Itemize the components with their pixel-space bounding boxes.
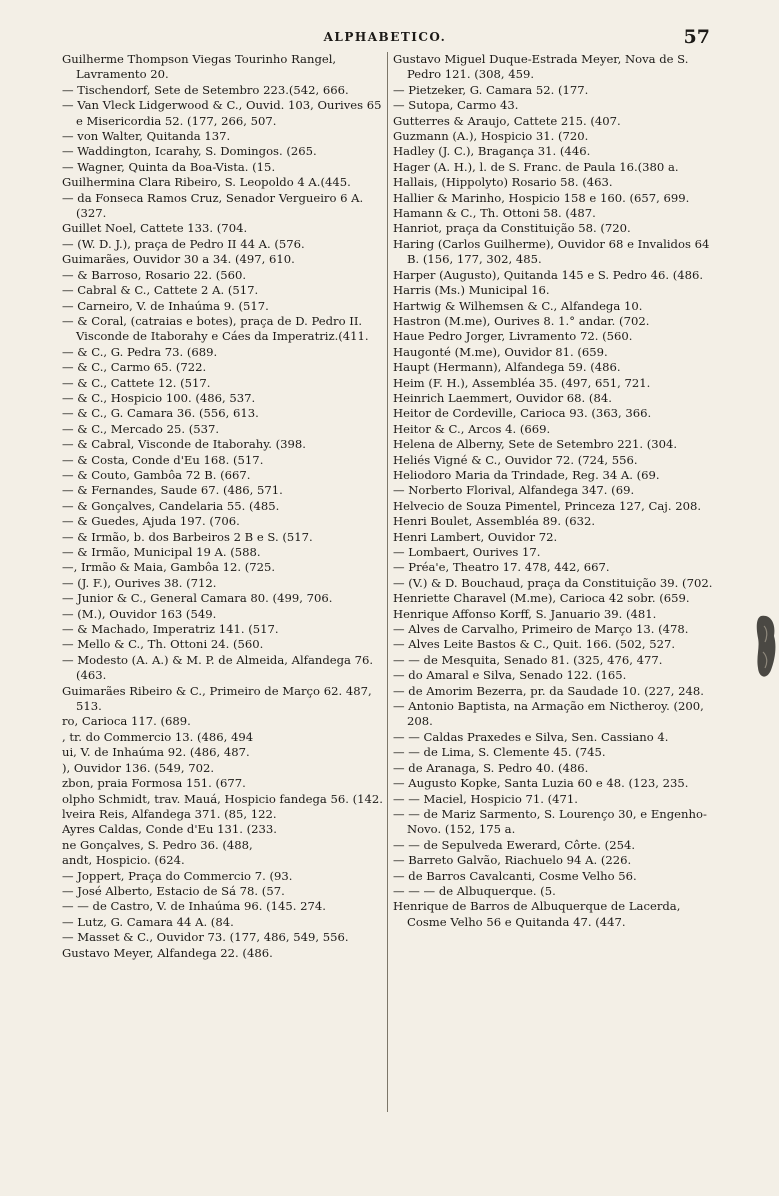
directory-entry: Gustavo Meyer, Alfandega 22. (486. <box>62 945 273 960</box>
directory-entry: — — de Castro, V. de Inhaúma 96. (145. 274. <box>62 899 326 914</box>
directory-entry: Guillet Noel, Cattete 133. (704. <box>62 221 248 236</box>
directory-entry: Haupt (Hermann), Alfandega 59. (486. <box>393 360 621 375</box>
directory-entry: — José Alberto, Estacio de Sá 78. (57. <box>62 883 285 898</box>
directory-entry: — de Barros Cavalcanti, Cosme Velho 56. <box>393 868 637 883</box>
page-number: 57 <box>683 26 710 48</box>
directory-entry: — — Caldas Praxedes e Silva, Sen. Cassiano 4. <box>393 729 669 744</box>
directory-entry: Hallais, (Hippolyto) Rosario 58. (463. <box>393 175 613 190</box>
directory-entry: Gutterres & Araujo, Cattete 215. (407. <box>393 113 621 128</box>
directory-entry: — Waddington, Icarahy, S. Domingos. (265. <box>62 144 317 159</box>
directory-entry: Haue Pedro Jorger, Livramento 72. (560. <box>393 329 633 344</box>
directory-entry: — von Walter, Quitanda 137. <box>62 129 231 144</box>
directory-entry: — (M.), Ouvidor 163 (549. <box>62 606 217 621</box>
directory-entry: — — de Mesquita, Senado 81. (325, 476, 477. <box>393 652 663 667</box>
directory-entry: — Cabral & C., Cattete 2 A. (517. <box>62 283 259 298</box>
directory-entry: — & C., Mercado 25. (537. <box>62 421 220 436</box>
directory-entry: — & Couto, Gambôa 72 B. (667. <box>62 467 251 482</box>
directory-entry: Henrique de Barros de Albuquerque de Lacerda, Cosme Velho 56 e Quitanda 47. (447. <box>393 899 681 929</box>
directory-entry: — Augusto Kopke, Santa Luzia 60 e 48. (123, 235. <box>393 776 689 791</box>
directory-entry: — — de Sepulveda Ewerard, Côrte. (254. <box>393 837 636 852</box>
directory-entry: Henri Lambert, Ouvidor 72. <box>393 529 558 544</box>
directory-entry: — & Fernandes, Saude 67. (486, 571. <box>62 483 283 498</box>
directory-entry: ), Ouvidor 136. (549, 702. <box>62 760 215 775</box>
directory-entry: Heim (F. H.), Assembléa 35. (497, 651, 721. <box>393 375 651 390</box>
directory-entry: — & C., G. Camara 36. (556, 613. <box>62 406 259 421</box>
directory-entry: Helvecio de Souza Pimentel, Princeza 127, Caj. 208. <box>393 498 702 513</box>
directory-entry: Hallier & Marinho, Hospicio 158 e 160. (657, 699. <box>393 190 690 205</box>
directory-entry: Henri Boulet, Assembléa 89. (632. <box>393 514 596 529</box>
directory-entry: — — Maciel, Hospicio 71. (471. <box>393 791 578 806</box>
directory-entry: — Mello & C., Th. Ottoni 24. (560. <box>62 637 264 652</box>
directory-entry: zbon, praia Formosa 151. (677. <box>62 776 246 791</box>
directory-entry: olpho Schmidt, trav. Mauá, Hospicio fandega 56. (142. <box>62 791 383 806</box>
directory-entry: — de Amorim Bezerra, pr. da Saudade 10. (227, 248. <box>393 683 704 698</box>
directory-entry: — Joppert, Praça do Commercio 7. (93. <box>62 868 293 883</box>
directory-entry: Hanriot, praça da Constituição 58. (720. <box>393 221 631 236</box>
directory-entry: — & C., Hospicio 100. (486, 537. <box>62 390 256 405</box>
directory-entry: lveira Reis, Alfandega 371. (85, 122. <box>62 806 277 821</box>
directory-entry: ui, V. de Inhaúma 92. (486, 487. <box>62 745 250 760</box>
directory-entry: — Pietzeker, G. Camara 52. (177. <box>393 82 589 97</box>
directory-entry: — Barreto Galvão, Riachuelo 94 A. (226. <box>393 853 632 868</box>
directory-entry: — & Irmão, b. dos Barbeiros 2 B e S. (517. <box>62 529 313 544</box>
left-column <box>62 52 387 1112</box>
directory-entry: — Van Vleck Lidgerwood & C., Ouvid. 103, Ourives 65 e Misericordia 52. (177, 266, 507. <box>62 98 382 128</box>
directory-entry: Helena de Alberny, Sete de Setembro 221. (304. <box>393 437 678 452</box>
directory-entry: Hager (A. H.), l. de S. Franc. de Paula 16.(380 a. <box>393 159 679 174</box>
directory-entry: — Junior & C., General Camara 80. (499, 706. <box>62 591 333 606</box>
directory-entry: Heitor de Cordeville, Carioca 93. (363, 366. <box>393 406 652 421</box>
directory-entry: — Tischendorf, Sete de Setembro 223.(542, 666. <box>62 82 349 97</box>
directory-entry: Gustavo Miguel Duque-Estrada Meyer, Nova de S. Pedro 121. (308, 459. <box>393 52 689 82</box>
directory-entry: Guzmann (A.), Hospicio 31. (720. <box>393 129 589 144</box>
directory-entry: Henrique Affonso Korff, S. Januario 39. (481. <box>393 606 657 621</box>
directory-entry: — (W. D. J.), praça de Pedro II 44 A. (576. <box>62 236 305 251</box>
directory-entry: — Masset & C., Ouvidor 73. (177, 486, 549, 556. <box>62 930 349 945</box>
directory-entry: — (V.) & D. Bouchaud, praça da Constituição 39. (702. <box>393 575 713 590</box>
directory-entry: — & C., Carmo 65. (722. <box>62 360 207 375</box>
directory-entry: — Sutopa, Carmo 43. <box>393 98 519 113</box>
directory-entry: — Alves de Carvalho, Primeiro de Março 13. (478. <box>393 622 689 637</box>
directory-entry: ro, Carioca 117. (689. <box>62 714 191 729</box>
directory-columns <box>62 52 714 1112</box>
directory-entry: — Lombaert, Ourives 17. <box>393 545 541 559</box>
directory-entry: — Lutz, G. Camara 44 A. (84. <box>62 914 234 929</box>
directory-entry: — & Irmão, Municipal 19 A. (588. <box>62 545 261 559</box>
directory-entry: Haring (Carlos Guilherme), Ouvidor 68 e Invalidos 64 B. (156, 177, 302, 485. <box>393 236 710 267</box>
directory-entry: — de Aranaga, S. Pedro 40. (486. <box>393 760 589 775</box>
directory-entry: — Modesto (A. A.) & M. P. de Almeida, Alfandega 76. (463. <box>62 652 374 683</box>
directory-entry: Heliodoro Maria da Trindade, Reg. 34 A. (69. <box>393 467 660 482</box>
directory-entry: Ayres Caldas, Conde d'Eu 131. (233. <box>62 822 277 837</box>
directory-entry: — do Amaral e Silva, Senado 122. (165. <box>393 668 627 683</box>
directory-entry: ne Gonçalves, S. Pedro 36. (488, <box>62 837 253 852</box>
directory-entry: — & Machado, Imperatriz 141. (517. <box>62 622 279 637</box>
directory-entry: — Préa'e, Theatro 17. 478, 442, 667. <box>393 560 610 575</box>
directory-entry: Hadley (J. C.), Bragança 31. (446. <box>393 144 591 159</box>
directory-entry: — Carneiro, V. de Inhaúma 9. (517. <box>62 298 269 313</box>
directory-entry: Heinrich Laemmert, Ouvidor 68. (84. <box>393 390 612 405</box>
right-column <box>387 52 714 1112</box>
directory-entry: Hastron (M.me), Ourives 8. 1.° andar. (702. <box>393 313 650 328</box>
directory-entry: Guilherme Thompson Viegas Tourinho Rangel, Lavramento 20. <box>62 52 337 82</box>
directory-entry: — da Fonseca Ramos Cruz, Senador Vergueiro 6 A. (327. <box>62 190 364 221</box>
directory-entry: Guilhermina Clara Ribeiro, S. Leopoldo 4 A.(445. <box>62 175 351 190</box>
directory-entry: Guimarães Ribeiro & C., Primeiro de Março 62. 487, 513. <box>62 683 372 714</box>
directory-entry: — (J. F.), Ourives 38. (712. <box>62 575 217 590</box>
directory-entry: — & Cabral, Visconde de Itaborahy. (398. <box>62 437 306 452</box>
page-header <box>60 26 710 48</box>
directory-entry: — Alves Leite Bastos & C., Quit. 166. (502, 527. <box>393 637 676 652</box>
directory-entry: andt, Hospicio. (624. <box>62 853 185 868</box>
directory-entry: — Norberto Florival, Alfandega 347. (69. <box>393 483 635 498</box>
directory-entry: — & C., Cattete 12. (517. <box>62 375 211 390</box>
margin-stain-icon <box>755 612 777 682</box>
directory-entry: —, Irmão & Maia, Gambôa 12. (725. <box>62 560 276 575</box>
directory-entry: — & Coral, (catraias e botes), praça de D. Pedro II. Visconde de Itaborahy e Cáes da Imperatriz.(411. <box>62 313 369 344</box>
directory-entry: — & Guedes, Ajuda 197. (706. <box>62 514 240 529</box>
directory-entry: Hamann & C., Th. Ottoni 58. (487. <box>393 206 596 221</box>
directory-entry: — & Barroso, Rosario 22. (560. <box>62 267 247 282</box>
directory-entry: Harris (Ms.) Municipal 16. <box>393 283 550 298</box>
directory-entry: Harper (Augusto), Quitanda 145 e S. Pedro 46. (486. <box>393 267 704 282</box>
directory-entry: Haugonté (M.me), Ouvidor 81. (659. <box>393 344 608 359</box>
directory-entry: Hartwig & Wilhemsen & C., Alfandega 10. <box>393 298 643 313</box>
directory-entry: — Antonio Baptista, na Armação em Nictheroy. (200, 208. <box>393 699 704 729</box>
directory-entry: — — de Mariz Sarmento, S. Lourenço 30, e Engenho-Novo. (152, 175 a. <box>393 806 707 837</box>
directory-entry: Guimarães, Ouvidor 30 a 34. (497, 610. <box>62 252 295 267</box>
directory-entry: Henriette Charavel (M.me), Carioca 42 sobr. (659. <box>393 591 690 606</box>
directory-entry: — Wagner, Quinta da Boa-Vista. (15. <box>62 159 276 174</box>
directory-entry: — — — de Albuquerque. (5. <box>393 883 556 898</box>
directory-entry: Heliés Vigné & C., Ouvidor 72. (724, 556. <box>393 452 638 467</box>
directory-entry: Heitor & C., Arcos 4. (669. <box>393 421 551 436</box>
directory-entry: — — de Lima, S. Clemente 45. (745. <box>393 745 606 760</box>
header-title: ALPHABETICO. <box>323 30 447 44</box>
directory-entry: , tr. do Commercio 13. (486, 494 <box>62 729 254 744</box>
directory-entry: — & C., G. Pedra 73. (689. <box>62 344 218 359</box>
directory-entry: — & Costa, Conde d'Eu 168. (517. <box>62 452 264 467</box>
directory-entry: — & Gonçalves, Candelaria 55. (485. <box>62 498 280 513</box>
